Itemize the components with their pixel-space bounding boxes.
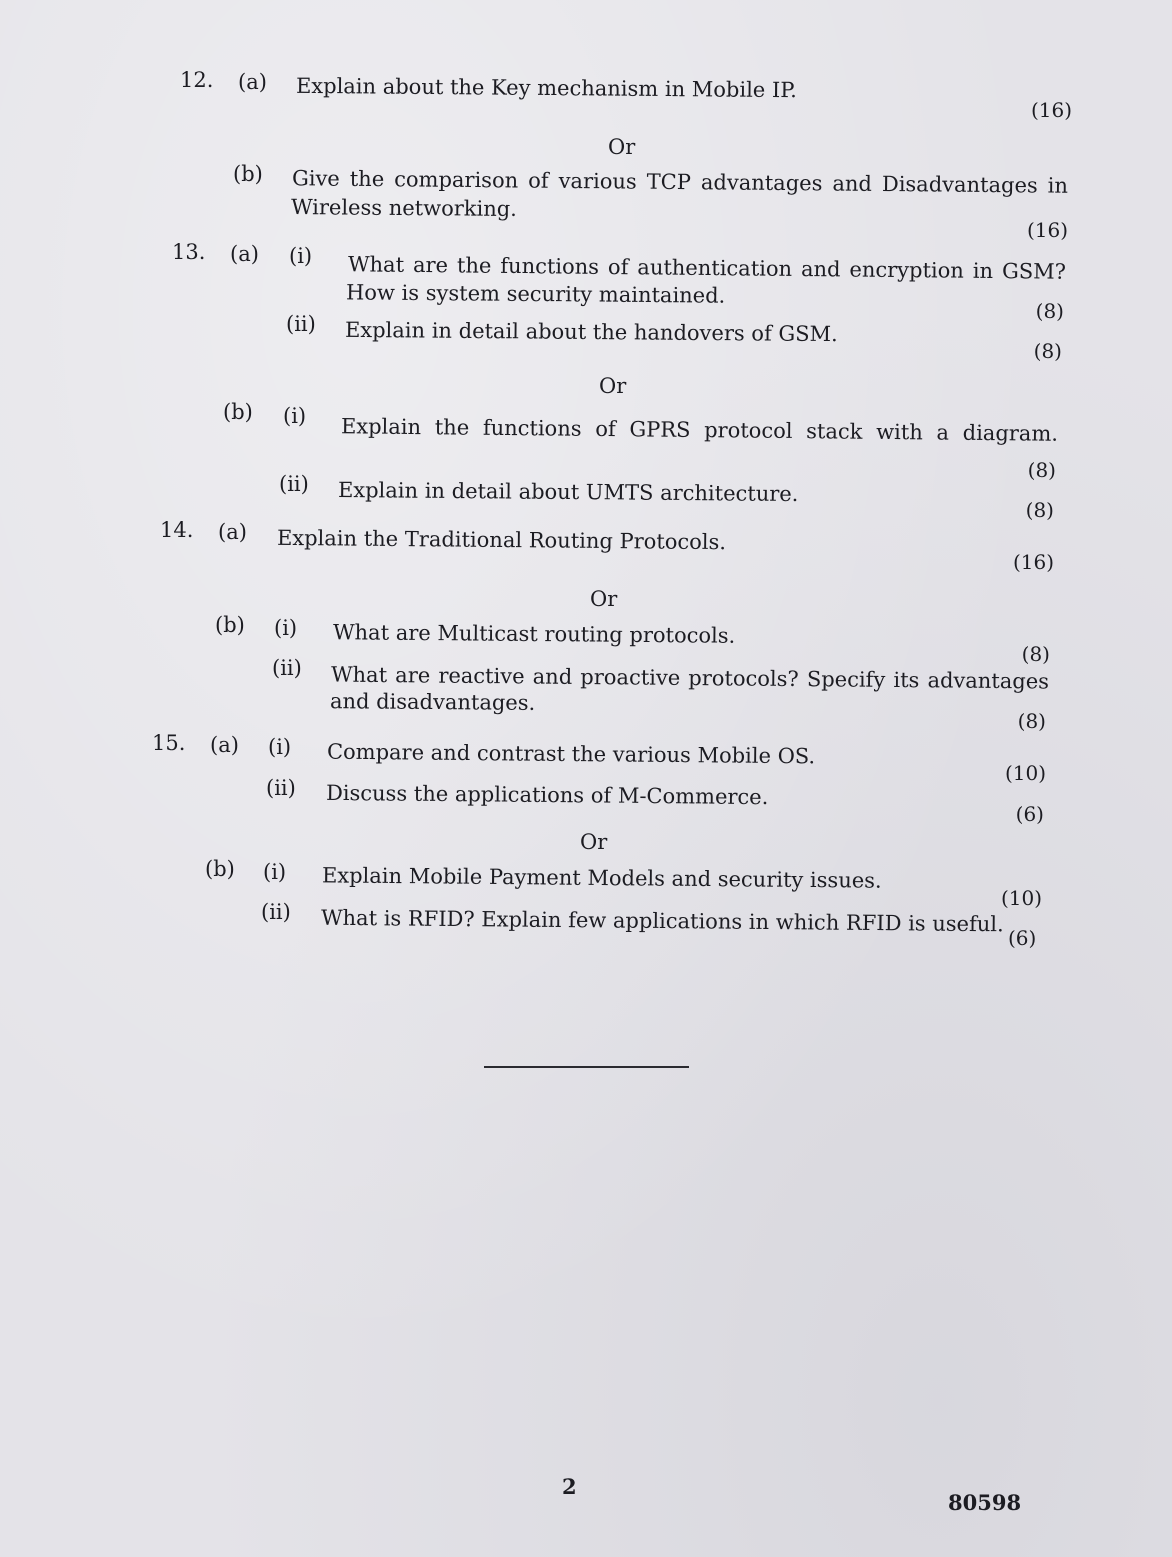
q15bii-marks: (6) <box>1008 926 1037 950</box>
q14bi-label: (i) <box>274 616 298 640</box>
q15bii-text: What is RFID? Explain few applications in which RFID is useful. <box>320 905 1004 937</box>
q15aii-text: Discuss the applications of M-Commerce. <box>325 780 769 810</box>
q14bii-label: (ii) <box>272 656 302 680</box>
q13aii-label: (ii) <box>286 312 316 336</box>
q13ai-line2: How is system security maintained. <box>345 280 726 308</box>
q15-or: Or <box>580 830 608 854</box>
q13aii-marks: (8) <box>1033 339 1062 363</box>
q14bii-line2: and disadvantages. <box>329 689 536 715</box>
q14bii-line1: What are reactive and proactive protocols? Specify its advantages <box>330 662 1050 694</box>
q14b-label: (b) <box>215 613 245 637</box>
q14bi-text: What are Multicast routing protocols. <box>332 620 736 648</box>
q15-number: 15. <box>152 731 186 755</box>
q15aii-label: (ii) <box>266 776 296 800</box>
q12b-label: (b) <box>233 162 263 186</box>
q15bi-text: Explain Mobile Payment Models and security issues. <box>321 863 882 893</box>
q13ai-line1: What are the functions of authentication and encryption in GSM? <box>347 252 1067 284</box>
q13a-label: (a) <box>230 242 259 266</box>
q15ai-text: Compare and contrast the various Mobile OS. <box>326 739 816 769</box>
q14a-text: Explain the Traditional Routing Protocols. <box>276 525 727 555</box>
q14bii-marks: (8) <box>1017 709 1046 733</box>
q14-number: 14. <box>160 518 194 542</box>
q13ai-marks: (8) <box>1035 299 1064 323</box>
q12b-line1: Give the comparison of various TCP advantages and Disadvantages in <box>291 166 1069 198</box>
paper-code: 80598 <box>948 1490 1022 1515</box>
q12b-line2: Wireless networking. <box>290 195 518 221</box>
q15ai-marks: (10) <box>1004 761 1046 785</box>
q12-or: Or <box>608 135 636 159</box>
q12-number: 12. <box>180 68 214 92</box>
q12a-label: (a) <box>238 70 267 94</box>
end-rule <box>484 1066 689 1068</box>
q13aii-text: Explain in detail about the handovers of GSM. <box>344 317 838 347</box>
q13bii-label: (ii) <box>279 472 309 496</box>
q13bi-marks: (8) <box>1027 458 1056 482</box>
q13-or: Or <box>599 374 627 398</box>
q15bii-label: (ii) <box>261 900 291 924</box>
q14-or: Or <box>590 587 618 611</box>
q14a-label: (a) <box>218 520 247 544</box>
q12b-marks: (16) <box>1026 218 1068 242</box>
q12a-text: Explain about the Key mechanism in Mobile IP. <box>295 73 797 103</box>
q15aii-marks: (6) <box>1015 802 1044 826</box>
q12a-marks: (16) <box>1030 98 1072 122</box>
q15b-label: (b) <box>205 857 235 881</box>
q13b-label: (b) <box>223 400 253 424</box>
q15a-label: (a) <box>210 733 239 757</box>
q13-number: 13. <box>172 240 206 264</box>
q14a-marks: (16) <box>1012 550 1054 574</box>
q15ai-label: (i) <box>268 735 292 759</box>
q14bi-marks: (8) <box>1021 642 1050 666</box>
q13bii-text: Explain in detail about UMTS architecture. <box>337 477 799 507</box>
q15bi-label: (i) <box>263 860 287 884</box>
q13bi-text: Explain the functions of GPRS protocol stack with a diagram. <box>340 414 1059 446</box>
page-number: 2 <box>562 1474 577 1499</box>
q13ai-label: (i) <box>289 244 313 268</box>
q13bi-label: (i) <box>283 404 307 428</box>
q13bii-marks: (8) <box>1025 498 1054 522</box>
q15bi-marks: (10) <box>1000 886 1042 910</box>
